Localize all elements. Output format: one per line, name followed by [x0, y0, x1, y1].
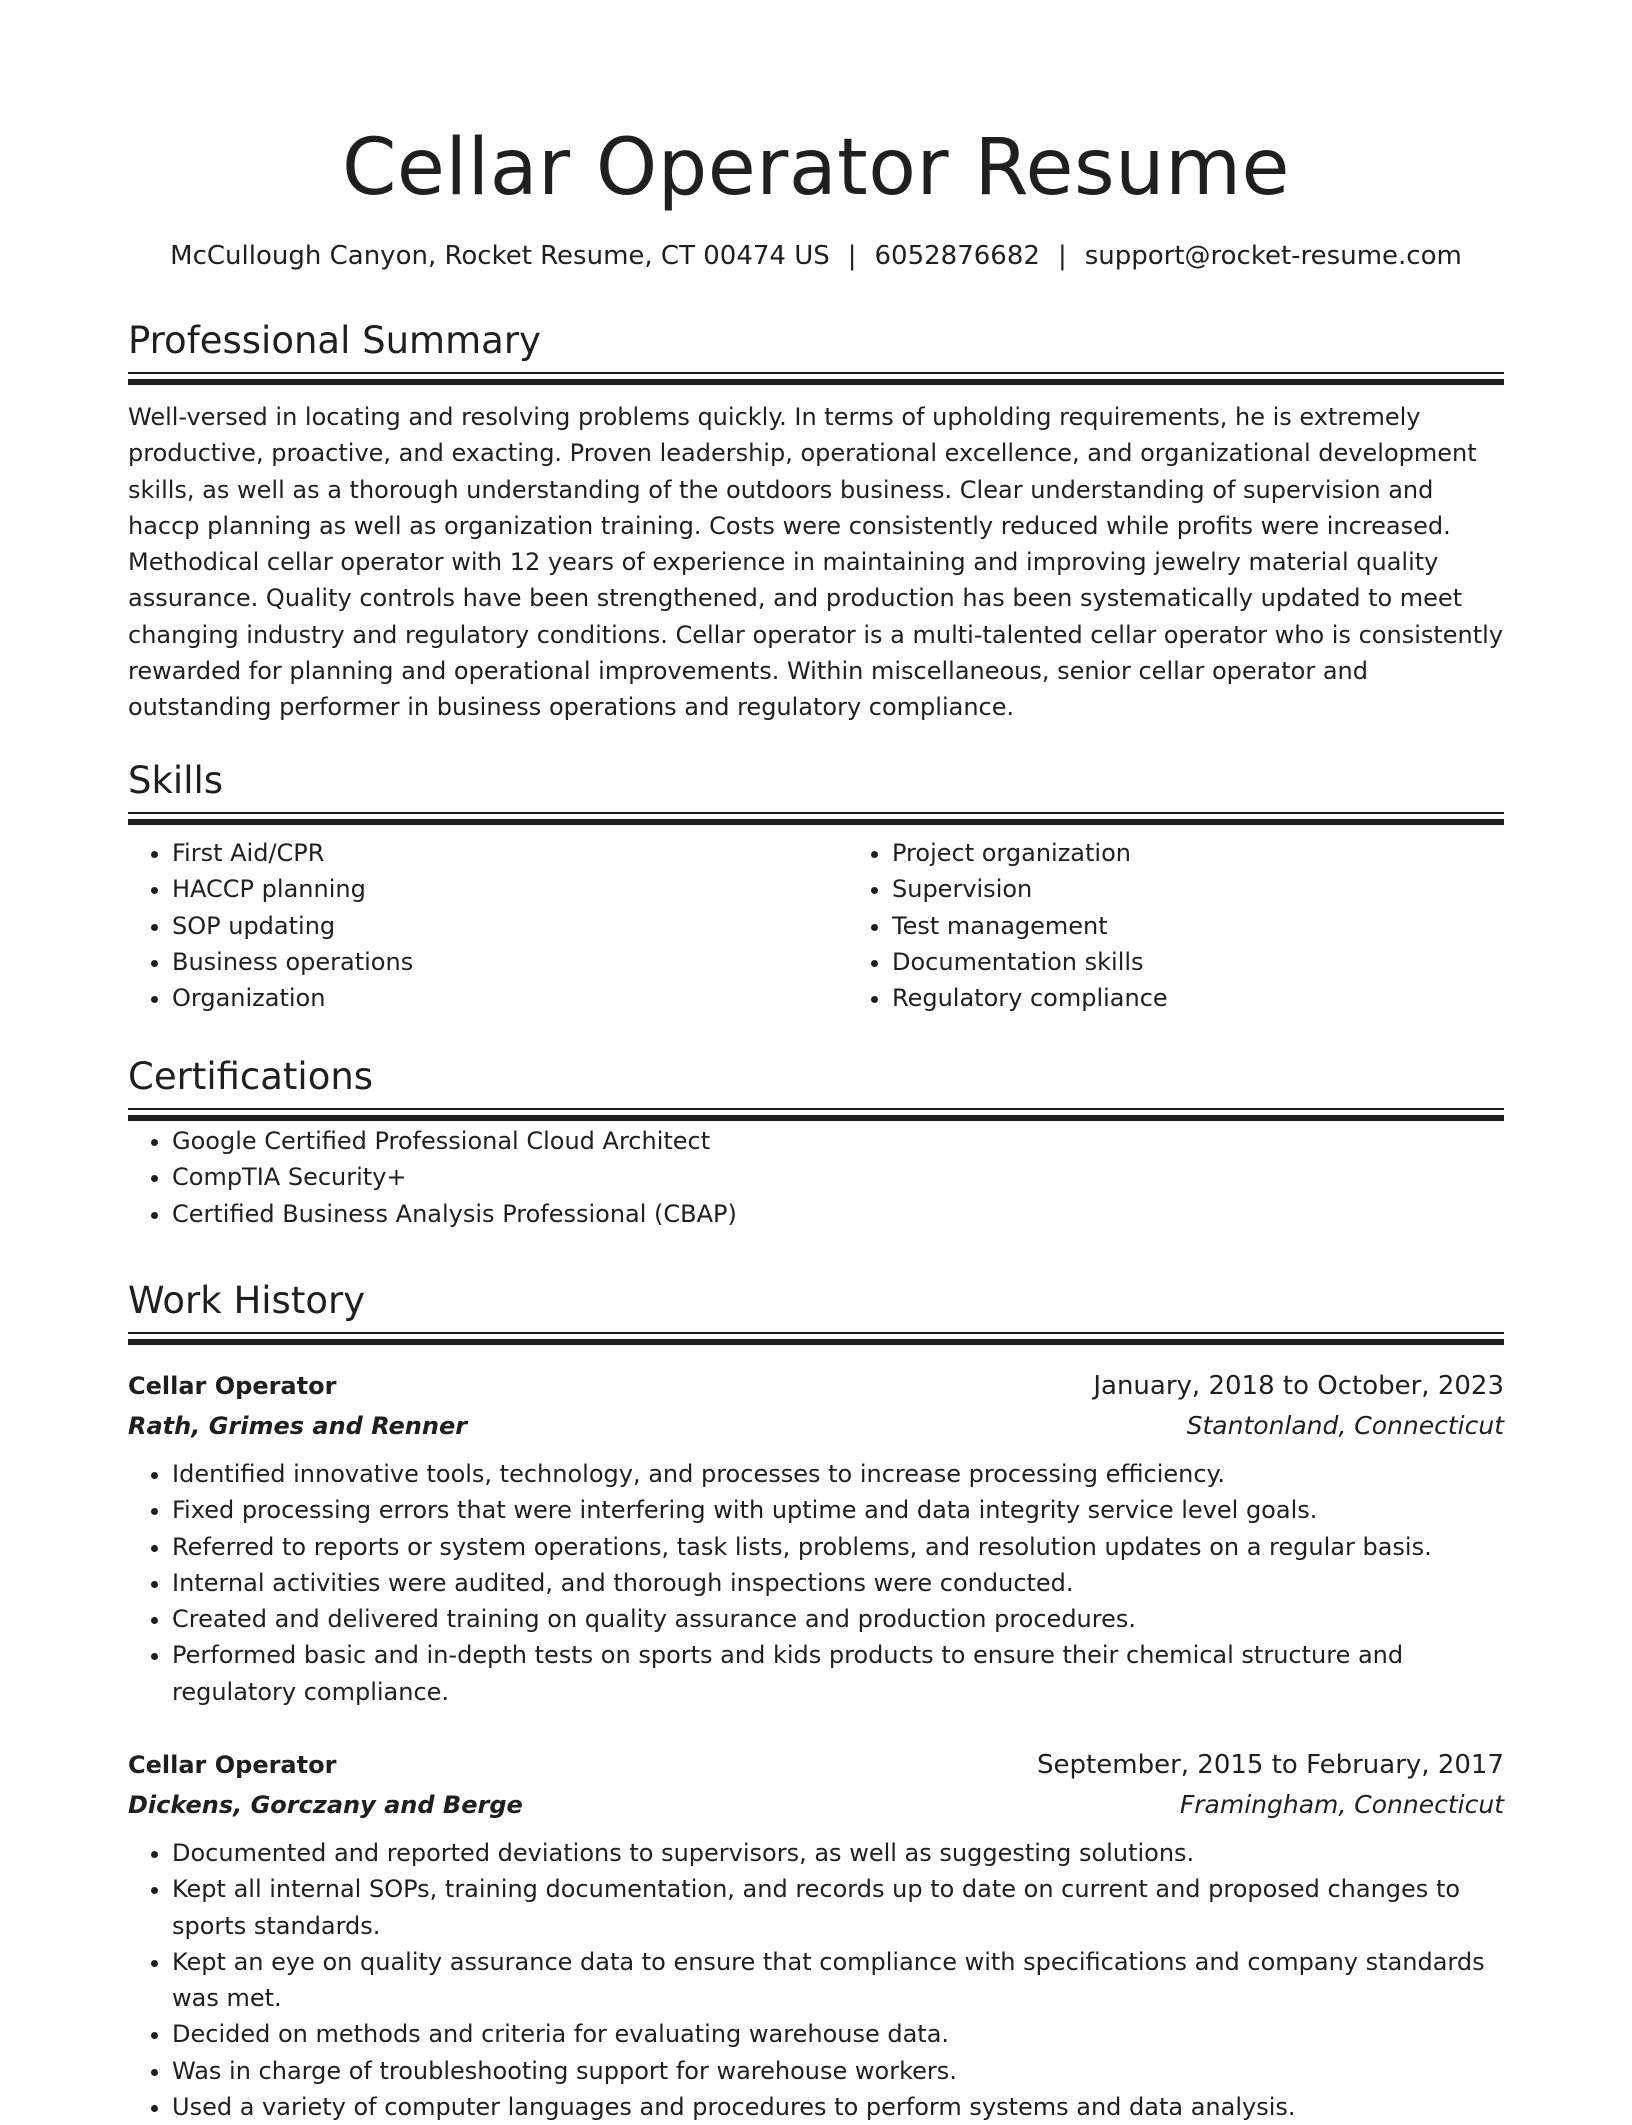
job-title: Cellar Operator	[128, 1751, 337, 1779]
resume-title: Cellar Operator Resume	[341, 123, 1291, 213]
job-duty-item: • Fixed processing errors that were interfering with uptime and data integrity service level goals.	[172, 1492, 1504, 1528]
skill-item: • Supervision	[892, 871, 1568, 907]
job-dates: January, 2018 to October, 2023	[1093, 1371, 1504, 1401]
work-history-section	[128, 1276, 1504, 1347]
certifications-heading: Certifications	[128, 1055, 374, 1098]
job-company: Rath, Grimes and Renner	[128, 1412, 468, 1440]
job-duty-item: • Kept an eye on quality assurance data to ensure that compliance with specifications and company standards was met.	[172, 1944, 1504, 2017]
summary-heading: Professional Summary	[128, 319, 541, 362]
job-location: Framingham, Connecticut	[1179, 1790, 1504, 1819]
job-duties-list	[128, 1456, 1504, 1710]
job-duty-item: • Referred to reports or system operations, task lists, problems, and resolution updates on a regular basis.	[172, 1529, 1504, 1565]
contact-address: McCullough Canyon, Rocket Resume, CT 00474 US	[170, 241, 830, 271]
certification-item: • Google Certified Professional Cloud Architect	[172, 1123, 1504, 1159]
section-divider	[128, 812, 1504, 827]
section-divider	[128, 1108, 1504, 1123]
job-subheader-row	[128, 1785, 1504, 1825]
certification-item: • CompTIA Security+	[172, 1159, 1504, 1195]
job-company: Dickens, Gorczany and Berge	[128, 1791, 523, 1819]
contact-separator: |	[1057, 241, 1067, 271]
job-duty-item: • Identified innovative tools, technology, and processes to increase processing efficiency.	[172, 1456, 1504, 1492]
summary-text: Well-versed in locating and resolving problems quickly. In terms of upholding requirements, he is extremely productive, proactive, and exacting. Proven leadership, operational excellence, and organizational development skills, as well as a thorough understanding of the outdoors business. Clear understanding of supervision and haccp planning as well as organization training. Costs were consistently reduced while profits were increased. Methodical cellar operator with 12 years of experience in maintaining and improving jewelry material quality assurance. Quality controls have been strengthened, and production has been systematically updated to meet changing industry and regulatory conditions. Cellar operator is a multi-talented cellar operator who is consistently rewarded for planning and operational improvements. Within miscellaneous, senior cellar operator and outstanding performer in business operations and regulatory compliance.	[128, 403, 1504, 722]
job-title: Cellar Operator	[128, 1372, 337, 1400]
skills-list-left	[128, 835, 848, 1016]
section-divider	[128, 1332, 1504, 1347]
section-divider	[128, 372, 1504, 387]
skills-list-right	[848, 835, 1568, 1016]
skill-item: • Project organization	[892, 835, 1568, 871]
skills-heading: Skills	[128, 759, 224, 802]
job-duty-item: • Internal activities were audited, and thorough inspections were conducted.	[172, 1565, 1504, 1601]
job-entry	[128, 1366, 1504, 1710]
contact-line	[128, 238, 1504, 274]
job-duty-item: • Was in charge of troubleshooting support for warehouse workers.	[172, 2053, 1504, 2089]
contact-email: support@rocket-resume.com	[1084, 241, 1462, 271]
job-subheader-row	[128, 1406, 1504, 1446]
job-duty-item: • Used a variety of computer languages and procedures to perform systems and data analysis.	[172, 2089, 1504, 2125]
job-header-row	[128, 1366, 1504, 1406]
contact-separator: |	[847, 241, 857, 271]
skills-section	[128, 756, 1504, 1016]
contact-phone: 6052876682	[874, 241, 1040, 271]
job-duty-item: • Created and delivered training on quality assurance and production procedures.	[172, 1601, 1504, 1637]
job-duty-item: • Documented and reported deviations to supervisors, as well as suggesting solutions.	[172, 1835, 1504, 1871]
job-header-row	[128, 1745, 1504, 1785]
skill-item: • Test management	[892, 908, 1568, 944]
work-history-heading: Work History	[128, 1279, 366, 1322]
certifications-list	[128, 1123, 1504, 1232]
job-duties-list	[128, 1835, 1504, 2125]
skill-item: • Organization	[172, 980, 848, 1016]
job-duty-item: • Performed basic and in-depth tests on sports and kids products to ensure their chemical structure and regulatory compliance.	[172, 1637, 1504, 1710]
job-location: Stantonland, Connecticut	[1186, 1411, 1504, 1440]
skills-grid	[128, 835, 1504, 1016]
summary-section	[128, 316, 1504, 726]
skill-item: • First Aid/CPR	[172, 835, 848, 871]
job-duty-item: • Kept all internal SOPs, training documentation, and records up to date on current and proposed changes to sports standards.	[172, 1871, 1504, 1944]
job-dates: September, 2015 to February, 2017	[1037, 1750, 1504, 1780]
certifications-section	[128, 1052, 1504, 1232]
skill-item: • SOP updating	[172, 908, 848, 944]
skill-item: • HACCP planning	[172, 871, 848, 907]
skill-item: • Documentation skills	[892, 944, 1568, 980]
job-entry	[128, 1745, 1504, 2125]
certification-item: • Certified Business Analysis Professional (CBAP)	[172, 1196, 1504, 1232]
skill-item: • Business operations	[172, 944, 848, 980]
skill-item: • Regulatory compliance	[892, 980, 1568, 1016]
job-duty-item: • Decided on methods and criteria for evaluating warehouse data.	[172, 2016, 1504, 2052]
